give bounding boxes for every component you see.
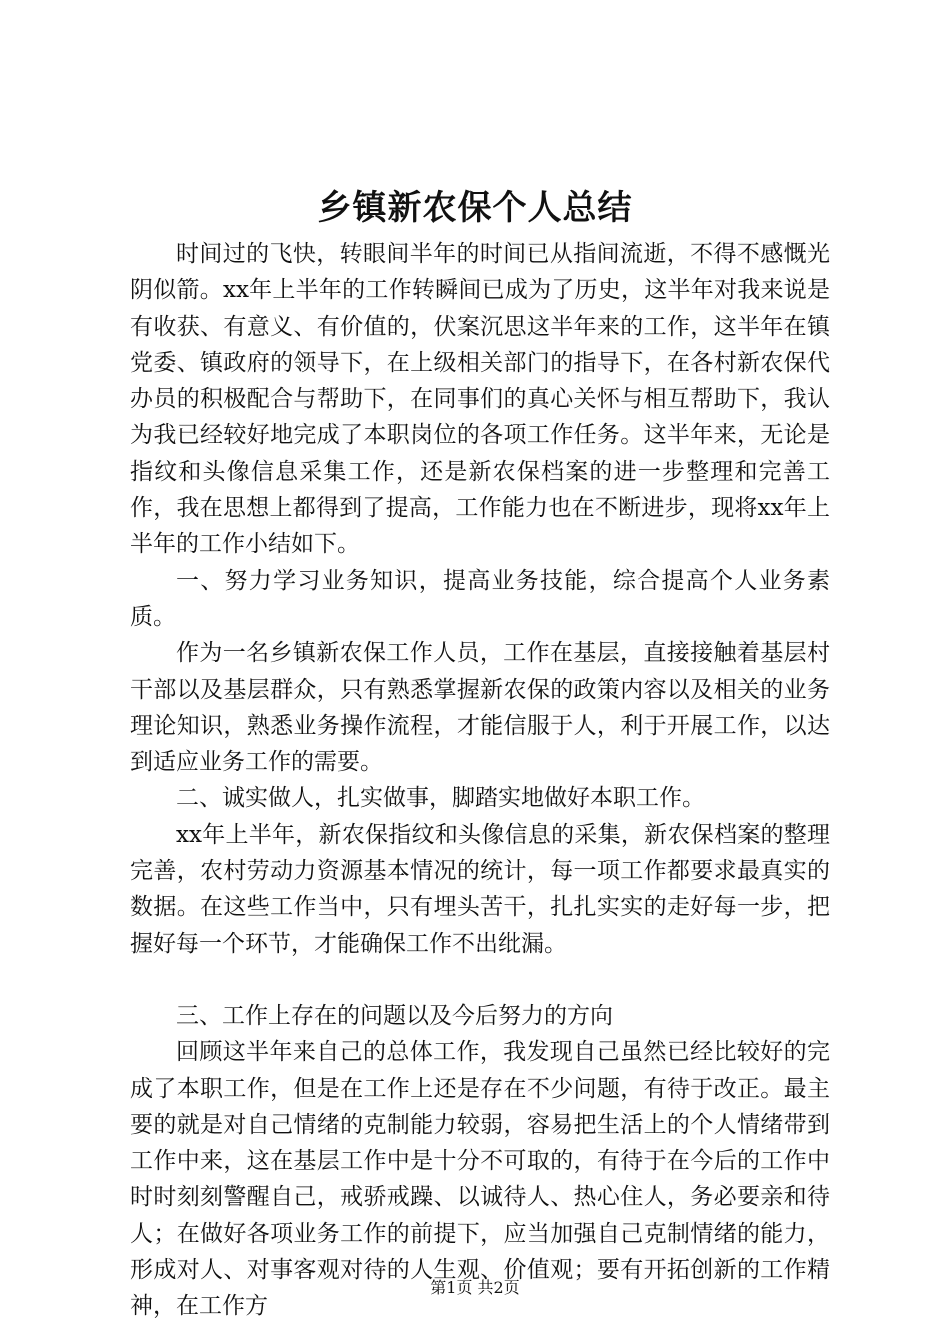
paragraph-section-2: xx年上半年，新农保指纹和头像信息的采集，新农保档案的整理完善，农村劳动力资源基本情况的统计，每一项工作都要求最真实的数据。在这些工作当中，只有埋头苦干，扎扎实实的走好每一步，把握好每一个环节，才能确保工作不出纰漏。 [130,821,830,957]
paragraph-gap [130,962,830,998]
section-heading-3: 三、工作上存在的问题以及今后努力的方向 [176,1002,613,1029]
paragraph-intro: 时间过的飞快，转眼间半年的时间已从指间流逝，不得不感慨光阴似箭。xx年上半年的工作转瞬间已成为了历史，这半年对我来说是有收获、有意义、有价值的，伏案沉思这半年来的工作，这半年在镇党委、镇政府的领导下，在上级相关部门的指导下，在各村新农保代办员的积极配合与帮助下，在同事们的真心关怀与相互帮助下，我认为我已经较好地完成了本职岗位的各项工作任务。这半年来，无论是指纹和头像信息采集工作，还是新农保档案的进一步整理和完善工作，我在思想上都得到了提高，工作能力也在不断进步，现将xx年上半年的工作小结如下。 [130,241,830,558]
section-heading-2: 二、诚实做人，扎实做事，脚踏实地做好本职工作。 [176,785,705,812]
page-footer: 第1页 共2页 [430,1278,520,1297]
paragraph-section-1: 作为一名乡镇新农保工作人员，工作在基层，直接接触着基层村干部以及基层群众，只有熟悉掌握新农保的政策内容以及相关的业务理论知识，熟悉业务操作流程，才能信服于人，利于开展工作，以达到适应业务工作的需要。 [130,640,830,776]
document-body [130,236,830,1325]
paragraph-section-3: 回顾这半年来自己的总体工作，我发现自己虽然已经比较好的完成了本职工作，但是在工作上还是存在不少问题，有待于改正。最主要的就是对自己情绪的克制能力较弱，容易把生活上的个人情绪带到工作中来，这在基层工作中是十分不可取的，有待于在今后的工作中时时刻刻警醒自己，戒骄戒躁、以诚待人、热心住人，务必要亲和待人；在做好各项业务工作的前提下，应当加强自己克制情绪的能力，形成对人、对事客观对待的人生观、价值观；要有开拓创新的工作精神，在工作方 [130,1039,830,1320]
section-heading-1: 一、努力学习业务知识，提高业务技能，综合提高个人业务素质。 [130,567,830,630]
document-title: 乡镇新农保个人总结 [317,188,633,228]
